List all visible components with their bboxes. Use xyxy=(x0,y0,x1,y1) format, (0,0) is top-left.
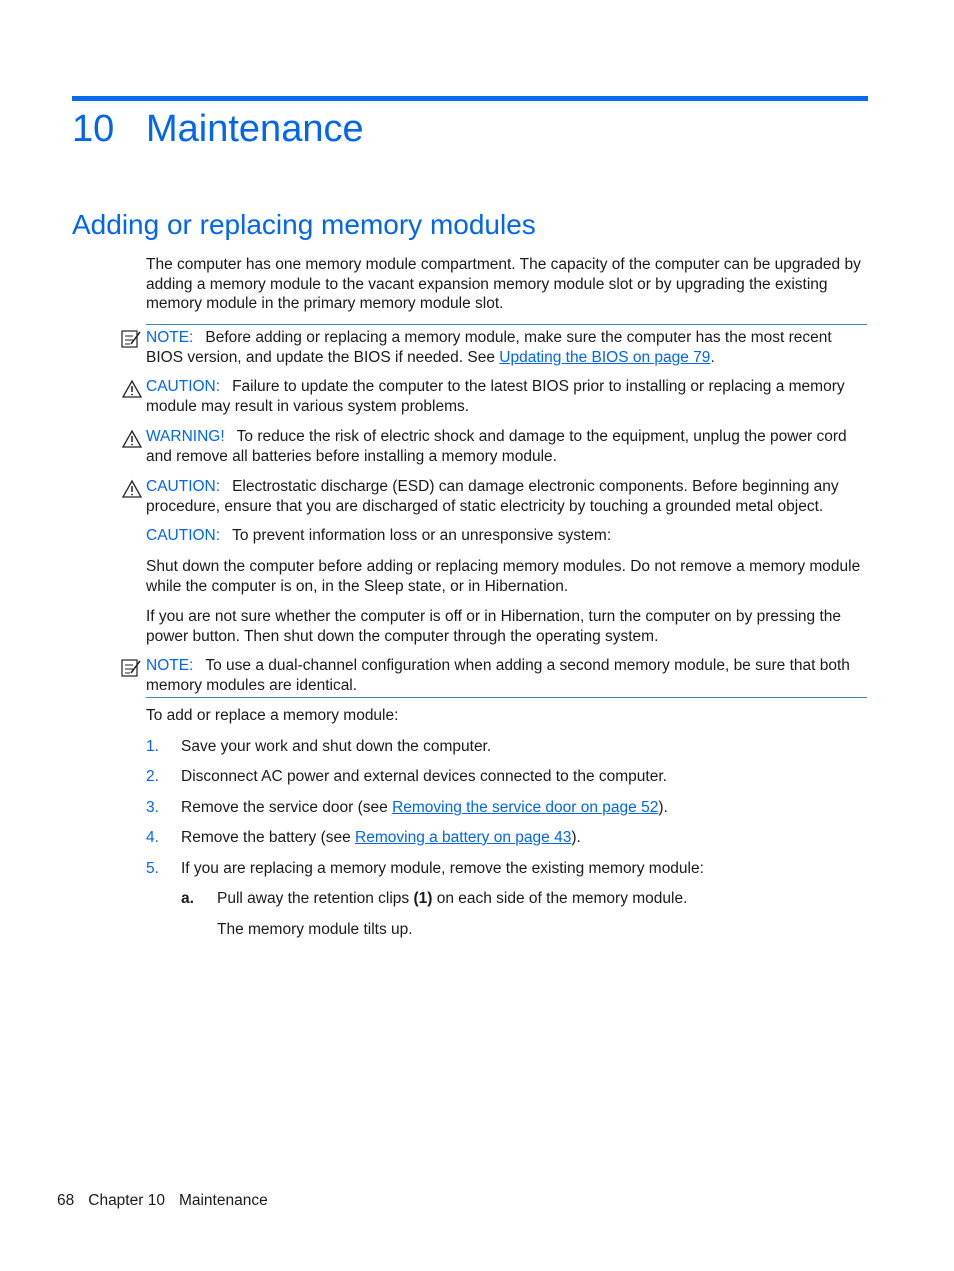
chapter-number: 10 xyxy=(72,108,115,150)
link-updating-bios[interactable]: Updating the BIOS on page 79 xyxy=(499,348,711,366)
step-text: Disconnect AC power and external devices connected to the computer. xyxy=(181,768,667,785)
caution-text: To prevent information loss or an unresponsive system: xyxy=(232,527,612,544)
substep-result: The memory module tilts up. xyxy=(217,921,413,938)
step-text: If you are replacing a memory module, remove the existing memory module: xyxy=(181,860,704,877)
step-text xyxy=(181,828,861,848)
section-title: Adding or replacing memory modules xyxy=(72,209,536,240)
caution-paragraph xyxy=(146,477,868,516)
warning-triangle-icon xyxy=(121,379,143,399)
step-text-end: ). xyxy=(658,799,668,816)
footer-chapter: Chapter 10 xyxy=(88,1192,165,1209)
page-footer xyxy=(57,1191,282,1211)
step-text-start: Remove the battery (see xyxy=(181,829,356,846)
note-text-end: . xyxy=(710,348,715,366)
caution-label: CAUTION: xyxy=(146,527,221,544)
note-icon xyxy=(120,329,142,349)
substep-letter: a. xyxy=(181,890,194,907)
step-number: 4. xyxy=(146,829,159,846)
chapter-title xyxy=(72,104,364,154)
step-number: 3. xyxy=(146,799,159,816)
note-label: NOTE: xyxy=(146,329,194,346)
caution-text: Failure to update the computer to the latest BIOS prior to installing or replacing a memory module may result in various system problems. xyxy=(146,378,845,415)
callout-number: (1) xyxy=(413,890,433,907)
step-number: 5. xyxy=(146,860,159,877)
warning-triangle-icon xyxy=(121,479,143,499)
note-text: To use a dual-channel configuration when adding a second memory module, be sure that both memory modules are identical. xyxy=(146,657,850,694)
link-removing-service-door[interactable]: Removing the service door on page 52 xyxy=(392,799,659,816)
chapter-name: Maintenance xyxy=(146,108,364,150)
step-text-end: ). xyxy=(571,829,581,846)
step-text: Save your work and shut down the computer. xyxy=(181,738,492,755)
substep-text-start: Pull away the retention clips xyxy=(217,890,414,907)
caution-label: CAUTION: xyxy=(146,478,221,495)
note-text: Before adding or replacing a memory module, make sure the computer has the most recent BIOS version, and update the BIOS if needed. See xyxy=(146,329,832,366)
warning-triangle-icon xyxy=(121,429,143,449)
step-text-start: Remove the service door (see xyxy=(181,799,393,816)
footer-title: Maintenance xyxy=(178,1192,268,1209)
warning-label: WARNING! xyxy=(146,428,225,445)
caution-text: Electrostatic discharge (ESD) can damage electronic components. Before beginning any procedure, ensure that you are discharged of static electricity by touching a grounded metal object. xyxy=(146,478,839,515)
caution-detail-paragraph: If you are not sure whether the computer is off or in Hibernation, turn the computer on by pressing the power button. Then shut down the computer through the operating system. xyxy=(146,608,842,645)
note-top-rule xyxy=(146,324,867,325)
page-number: 68 xyxy=(57,1192,75,1209)
substep-text xyxy=(217,889,857,909)
step-number: 1. xyxy=(146,738,159,755)
caution-paragraph xyxy=(146,377,868,416)
caution-label: CAUTION: xyxy=(146,378,221,395)
substep-text-end: on each side of the memory module. xyxy=(432,890,688,907)
note-paragraph xyxy=(146,328,868,367)
step-text xyxy=(181,798,861,818)
note-paragraph xyxy=(146,656,868,695)
link-removing-battery[interactable]: Removing a battery on page 43 xyxy=(355,829,572,846)
step-number: 2. xyxy=(146,768,159,785)
caution-detail-paragraph: Shut down the computer before adding or replacing memory modules. Do not remove a memory module while the computer is on, in the Sleep state, or in Hibernation. xyxy=(146,558,861,595)
caution-paragraph xyxy=(146,526,868,546)
steps-intro: To add or replace a memory module: xyxy=(146,707,399,724)
warning-paragraph xyxy=(146,427,868,466)
chapter-rule xyxy=(72,96,868,101)
note-bottom-rule xyxy=(146,697,867,698)
note-icon xyxy=(120,658,142,678)
intro-paragraph: The computer has one memory module compartment. The capacity of the computer can be upgraded by adding a memory module to the vacant expansion memory module slot or by upgrading the existing memory module in the primary memory module slot. xyxy=(146,256,861,312)
warning-text: To reduce the risk of electric shock and damage to the equipment, unplug the power cord and remove all batteries before installing a memory module. xyxy=(146,428,847,465)
note-label: NOTE: xyxy=(146,657,194,674)
